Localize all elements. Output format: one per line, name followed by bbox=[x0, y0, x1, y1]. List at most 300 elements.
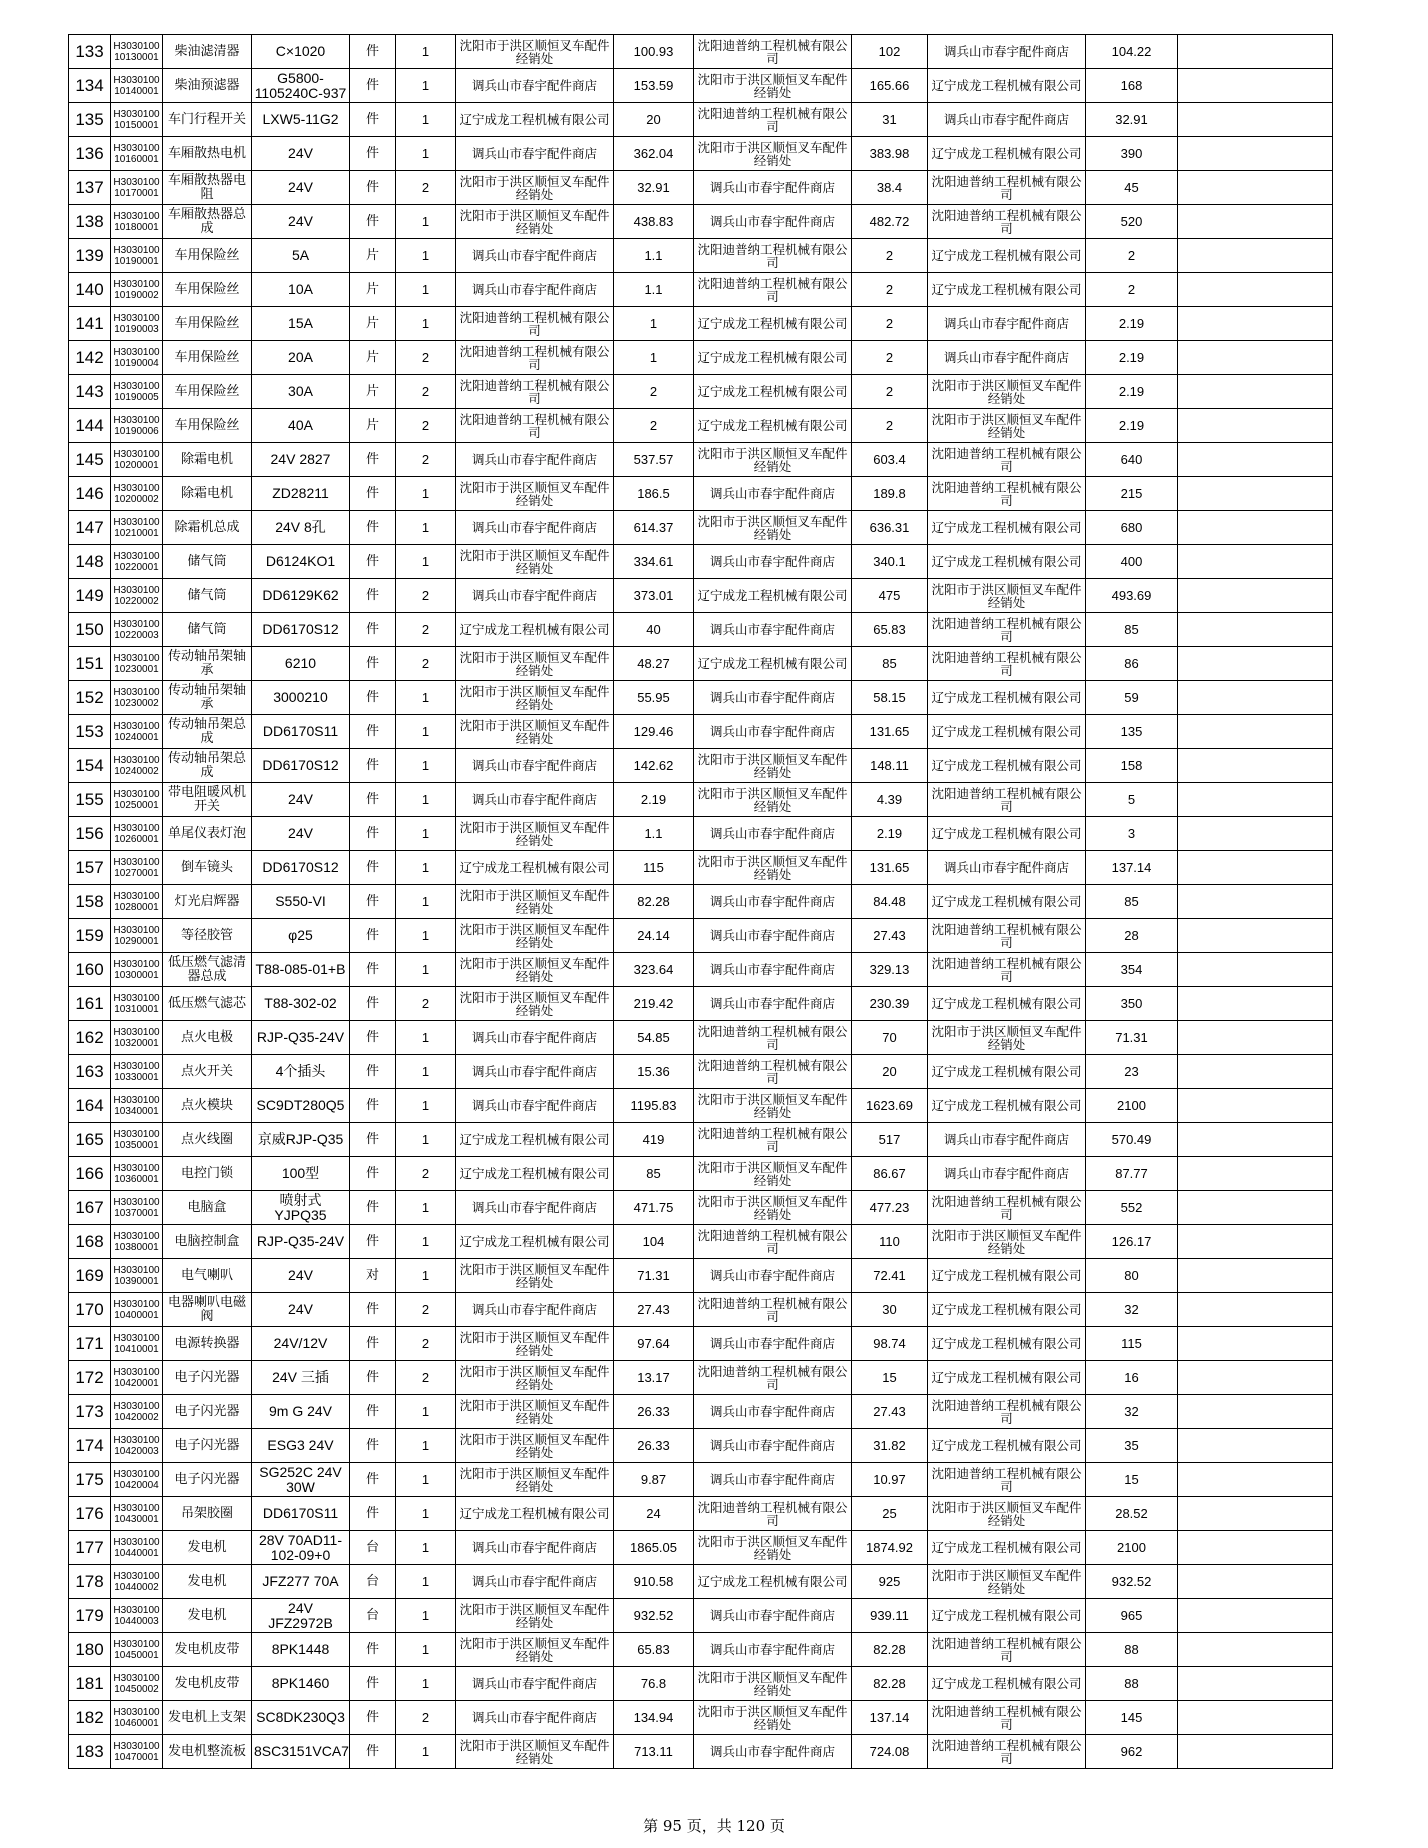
unit-cell: 件 bbox=[350, 1463, 396, 1497]
table-row bbox=[69, 1633, 1333, 1667]
table-row bbox=[69, 613, 1333, 647]
price-3-cell: 137.14 bbox=[1086, 851, 1178, 885]
supplier-3-cell: 辽宁成龙工程机械有限公司 bbox=[928, 715, 1086, 749]
price-1-cell: 362.04 bbox=[614, 137, 694, 171]
unit-cell: 件 bbox=[350, 1021, 396, 1055]
price-1-cell: 153.59 bbox=[614, 69, 694, 103]
specification-cell: DD6129K62 bbox=[252, 579, 350, 613]
supplier-3-cell: 辽宁成龙工程机械有限公司 bbox=[928, 239, 1086, 273]
part-code-cell: H3030100 10330001 bbox=[111, 1055, 163, 1089]
part-name-cell: 除霜机总成 bbox=[163, 511, 252, 545]
supplier-2-cell: 调兵山市春宇配件商店 bbox=[694, 1429, 852, 1463]
supplier-3-cell: 沈阳迪普纳工程机械有限公司 bbox=[928, 783, 1086, 817]
part-code-cell: H3030100 10130001 bbox=[111, 35, 163, 69]
price-1-cell: 1195.83 bbox=[614, 1089, 694, 1123]
part-name-cell: 点火线圈 bbox=[163, 1123, 252, 1157]
price-2-cell: 724.08 bbox=[852, 1735, 928, 1769]
supplier-3-cell: 辽宁成龙工程机械有限公司 bbox=[928, 1089, 1086, 1123]
part-name-cell: 车厢散热电机 bbox=[163, 137, 252, 171]
part-code-cell: H3030100 10140001 bbox=[111, 69, 163, 103]
quantity-cell: 1 bbox=[396, 953, 456, 987]
part-code-cell: H3030100 10440003 bbox=[111, 1599, 163, 1633]
row-number-cell: 158 bbox=[69, 885, 111, 919]
row-number-cell: 166 bbox=[69, 1157, 111, 1191]
quantity-cell: 2 bbox=[396, 1701, 456, 1735]
specification-cell: 20A bbox=[252, 341, 350, 375]
part-name-cell: 电控门锁 bbox=[163, 1157, 252, 1191]
supplier-3-cell: 沈阳迪普纳工程机械有限公司 bbox=[928, 1395, 1086, 1429]
price-1-cell: 97.64 bbox=[614, 1327, 694, 1361]
table-row bbox=[69, 239, 1333, 273]
table-body bbox=[69, 35, 1333, 1769]
unit-cell: 件 bbox=[350, 1429, 396, 1463]
supplier-1-cell: 沈阳市于洪区顺恒叉车配件经销处 bbox=[456, 1395, 614, 1429]
specification-cell: DD6170S11 bbox=[252, 715, 350, 749]
part-name-cell: 单尾仪表灯泡 bbox=[163, 817, 252, 851]
part-name-cell: 储气筒 bbox=[163, 613, 252, 647]
supplier-1-cell: 调兵山市春宇配件商店 bbox=[456, 443, 614, 477]
price-3-cell: 80 bbox=[1086, 1259, 1178, 1293]
quantity-cell: 2 bbox=[396, 613, 456, 647]
part-name-cell: 电子闪光器 bbox=[163, 1463, 252, 1497]
quantity-cell: 2 bbox=[396, 375, 456, 409]
supplier-3-cell: 沈阳迪普纳工程机械有限公司 bbox=[928, 205, 1086, 239]
supplier-2-cell: 调兵山市春宇配件商店 bbox=[694, 681, 852, 715]
price-2-cell: 636.31 bbox=[852, 511, 928, 545]
part-name-cell: 发电机整流板 bbox=[163, 1735, 252, 1769]
price-2-cell: 58.15 bbox=[852, 681, 928, 715]
part-name-cell: 储气筒 bbox=[163, 579, 252, 613]
table-row bbox=[69, 35, 1333, 69]
unit-cell: 台 bbox=[350, 1599, 396, 1633]
part-name-cell: 除霜电机 bbox=[163, 443, 252, 477]
supplier-1-cell: 沈阳市于洪区顺恒叉车配件经销处 bbox=[456, 1463, 614, 1497]
quantity-cell: 2 bbox=[396, 1157, 456, 1191]
supplier-3-cell: 沈阳市于洪区顺恒叉车配件经销处 bbox=[928, 409, 1086, 443]
supplier-3-cell: 辽宁成龙工程机械有限公司 bbox=[928, 1599, 1086, 1633]
supplier-1-cell: 沈阳迪普纳工程机械有限公司 bbox=[456, 341, 614, 375]
supplier-1-cell: 沈阳市于洪区顺恒叉车配件经销处 bbox=[456, 953, 614, 987]
unit-cell: 件 bbox=[350, 1089, 396, 1123]
quantity-cell: 1 bbox=[396, 1021, 456, 1055]
table-row bbox=[69, 1667, 1333, 1701]
supplier-3-cell: 辽宁成龙工程机械有限公司 bbox=[928, 1055, 1086, 1089]
price-2-cell: 20 bbox=[852, 1055, 928, 1089]
remark-cell bbox=[1178, 1395, 1333, 1429]
specification-cell: φ25 bbox=[252, 919, 350, 953]
specification-cell: 40A bbox=[252, 409, 350, 443]
supplier-1-cell: 沈阳迪普纳工程机械有限公司 bbox=[456, 307, 614, 341]
unit-cell: 件 bbox=[350, 817, 396, 851]
table-row bbox=[69, 205, 1333, 239]
price-3-cell: 2100 bbox=[1086, 1531, 1178, 1565]
row-number-cell: 180 bbox=[69, 1633, 111, 1667]
supplier-3-cell: 辽宁成龙工程机械有限公司 bbox=[928, 1429, 1086, 1463]
part-code-cell: H3030100 10200001 bbox=[111, 443, 163, 477]
table-row bbox=[69, 987, 1333, 1021]
price-2-cell: 27.43 bbox=[852, 1395, 928, 1429]
supplier-1-cell: 调兵山市春宇配件商店 bbox=[456, 1293, 614, 1327]
price-1-cell: 219.42 bbox=[614, 987, 694, 1021]
price-2-cell: 30 bbox=[852, 1293, 928, 1327]
supplier-1-cell: 调兵山市春宇配件商店 bbox=[456, 749, 614, 783]
supplier-3-cell: 沈阳市于洪区顺恒叉车配件经销处 bbox=[928, 1225, 1086, 1259]
table-row bbox=[69, 953, 1333, 987]
price-3-cell: 932.52 bbox=[1086, 1565, 1178, 1599]
price-2-cell: 1623.69 bbox=[852, 1089, 928, 1123]
part-code-cell: H3030100 10380001 bbox=[111, 1225, 163, 1259]
quantity-cell: 1 bbox=[396, 239, 456, 273]
price-2-cell: 10.97 bbox=[852, 1463, 928, 1497]
price-1-cell: 323.64 bbox=[614, 953, 694, 987]
quantity-cell: 1 bbox=[396, 1395, 456, 1429]
part-code-cell: H3030100 10450001 bbox=[111, 1633, 163, 1667]
price-1-cell: 24 bbox=[614, 1497, 694, 1531]
part-code-cell: H3030100 10170001 bbox=[111, 171, 163, 205]
row-number-cell: 142 bbox=[69, 341, 111, 375]
price-3-cell: 350 bbox=[1086, 987, 1178, 1021]
supplier-1-cell: 调兵山市春宇配件商店 bbox=[456, 1667, 614, 1701]
part-name-cell: 电脑盒 bbox=[163, 1191, 252, 1225]
price-3-cell: 962 bbox=[1086, 1735, 1178, 1769]
price-3-cell: 5 bbox=[1086, 783, 1178, 817]
price-1-cell: 713.11 bbox=[614, 1735, 694, 1769]
part-name-cell: 发电机上支架 bbox=[163, 1701, 252, 1735]
part-code-cell: H3030100 10240002 bbox=[111, 749, 163, 783]
specification-cell: 24V 8孔 bbox=[252, 511, 350, 545]
price-2-cell: 482.72 bbox=[852, 205, 928, 239]
price-2-cell: 148.11 bbox=[852, 749, 928, 783]
row-number-cell: 140 bbox=[69, 273, 111, 307]
quantity-cell: 1 bbox=[396, 1599, 456, 1633]
price-3-cell: 552 bbox=[1086, 1191, 1178, 1225]
part-code-cell: H3030100 10450002 bbox=[111, 1667, 163, 1701]
part-code-cell: H3030100 10260001 bbox=[111, 817, 163, 851]
price-1-cell: 26.33 bbox=[614, 1395, 694, 1429]
quantity-cell: 2 bbox=[396, 1327, 456, 1361]
price-2-cell: 84.48 bbox=[852, 885, 928, 919]
supplier-2-cell: 沈阳迪普纳工程机械有限公司 bbox=[694, 1123, 852, 1157]
part-code-cell: H3030100 10300001 bbox=[111, 953, 163, 987]
part-code-cell: H3030100 10230002 bbox=[111, 681, 163, 715]
table-row bbox=[69, 1089, 1333, 1123]
price-1-cell: 85 bbox=[614, 1157, 694, 1191]
supplier-2-cell: 沈阳迪普纳工程机械有限公司 bbox=[694, 1293, 852, 1327]
specification-cell: 24V JFZ2972B bbox=[252, 1599, 350, 1633]
row-number-cell: 162 bbox=[69, 1021, 111, 1055]
specification-cell: 24V/12V bbox=[252, 1327, 350, 1361]
quantity-cell: 1 bbox=[396, 919, 456, 953]
price-1-cell: 82.28 bbox=[614, 885, 694, 919]
unit-cell: 件 bbox=[350, 1055, 396, 1089]
part-name-cell: 点火模块 bbox=[163, 1089, 252, 1123]
price-1-cell: 2.19 bbox=[614, 783, 694, 817]
unit-cell: 台 bbox=[350, 1531, 396, 1565]
specification-cell: JFZ277 70A bbox=[252, 1565, 350, 1599]
price-3-cell: 28 bbox=[1086, 919, 1178, 953]
price-2-cell: 131.65 bbox=[852, 851, 928, 885]
unit-cell: 件 bbox=[350, 613, 396, 647]
part-name-cell: 车厢散热器电阻 bbox=[163, 171, 252, 205]
unit-cell: 件 bbox=[350, 103, 396, 137]
supplier-3-cell: 沈阳迪普纳工程机械有限公司 bbox=[928, 171, 1086, 205]
unit-cell: 件 bbox=[350, 1497, 396, 1531]
price-3-cell: 15 bbox=[1086, 1463, 1178, 1497]
supplier-2-cell: 沈阳市于洪区顺恒叉车配件经销处 bbox=[694, 137, 852, 171]
price-1-cell: 13.17 bbox=[614, 1361, 694, 1395]
part-code-cell: H3030100 10220003 bbox=[111, 613, 163, 647]
supplier-3-cell: 辽宁成龙工程机械有限公司 bbox=[928, 885, 1086, 919]
price-2-cell: 2 bbox=[852, 375, 928, 409]
table-row bbox=[69, 1599, 1333, 1633]
supplier-1-cell: 沈阳市于洪区顺恒叉车配件经销处 bbox=[456, 987, 614, 1021]
part-code-cell: H3030100 10220002 bbox=[111, 579, 163, 613]
supplier-1-cell: 沈阳市于洪区顺恒叉车配件经销处 bbox=[456, 171, 614, 205]
part-code-cell: H3030100 10410001 bbox=[111, 1327, 163, 1361]
price-1-cell: 932.52 bbox=[614, 1599, 694, 1633]
part-name-cell: 灯光启辉器 bbox=[163, 885, 252, 919]
price-2-cell: 340.1 bbox=[852, 545, 928, 579]
supplier-2-cell: 沈阳市于洪区顺恒叉车配件经销处 bbox=[694, 851, 852, 885]
supplier-3-cell: 辽宁成龙工程机械有限公司 bbox=[928, 1531, 1086, 1565]
row-number-cell: 165 bbox=[69, 1123, 111, 1157]
row-number-cell: 144 bbox=[69, 409, 111, 443]
unit-cell: 件 bbox=[350, 1701, 396, 1735]
part-name-cell: 发电机 bbox=[163, 1599, 252, 1633]
price-3-cell: 215 bbox=[1086, 477, 1178, 511]
remark-cell bbox=[1178, 1361, 1333, 1395]
price-2-cell: 2 bbox=[852, 341, 928, 375]
quantity-cell: 2 bbox=[396, 647, 456, 681]
part-code-cell: H3030100 10360001 bbox=[111, 1157, 163, 1191]
part-name-cell: 带电阻暖风机开关 bbox=[163, 783, 252, 817]
supplier-1-cell: 沈阳市于洪区顺恒叉车配件经销处 bbox=[456, 1327, 614, 1361]
part-name-cell: 车用保险丝 bbox=[163, 273, 252, 307]
supplier-1-cell: 调兵山市春宇配件商店 bbox=[456, 273, 614, 307]
remark-cell bbox=[1178, 239, 1333, 273]
supplier-1-cell: 调兵山市春宇配件商店 bbox=[456, 239, 614, 273]
part-name-cell: 车门行程开关 bbox=[163, 103, 252, 137]
price-1-cell: 1 bbox=[614, 341, 694, 375]
price-1-cell: 20 bbox=[614, 103, 694, 137]
specification-cell: 24V bbox=[252, 205, 350, 239]
price-1-cell: 115 bbox=[614, 851, 694, 885]
supplier-3-cell: 沈阳迪普纳工程机械有限公司 bbox=[928, 1735, 1086, 1769]
price-1-cell: 9.87 bbox=[614, 1463, 694, 1497]
supplier-3-cell: 辽宁成龙工程机械有限公司 bbox=[928, 749, 1086, 783]
quantity-cell: 1 bbox=[396, 1463, 456, 1497]
quantity-cell: 2 bbox=[396, 341, 456, 375]
table-row bbox=[69, 1191, 1333, 1225]
price-1-cell: 26.33 bbox=[614, 1429, 694, 1463]
supplier-3-cell: 辽宁成龙工程机械有限公司 bbox=[928, 545, 1086, 579]
supplier-1-cell: 调兵山市春宇配件商店 bbox=[456, 1701, 614, 1735]
row-number-cell: 151 bbox=[69, 647, 111, 681]
row-number-cell: 136 bbox=[69, 137, 111, 171]
remark-cell bbox=[1178, 35, 1333, 69]
unit-cell: 件 bbox=[350, 1123, 396, 1157]
price-2-cell: 70 bbox=[852, 1021, 928, 1055]
quantity-cell: 2 bbox=[396, 987, 456, 1021]
supplier-2-cell: 沈阳迪普纳工程机械有限公司 bbox=[694, 1055, 852, 1089]
specification-cell: RJP-Q35-24V bbox=[252, 1225, 350, 1259]
price-1-cell: 65.83 bbox=[614, 1633, 694, 1667]
specification-cell: 京威RJP-Q35 bbox=[252, 1123, 350, 1157]
row-number-cell: 145 bbox=[69, 443, 111, 477]
specification-cell: RJP-Q35-24V bbox=[252, 1021, 350, 1055]
table-row bbox=[69, 1701, 1333, 1735]
remark-cell bbox=[1178, 443, 1333, 477]
supplier-2-cell: 辽宁成龙工程机械有限公司 bbox=[694, 647, 852, 681]
table-row bbox=[69, 715, 1333, 749]
row-number-cell: 148 bbox=[69, 545, 111, 579]
part-code-cell: H3030100 10150001 bbox=[111, 103, 163, 137]
part-name-cell: 电器喇叭电磁阀 bbox=[163, 1293, 252, 1327]
price-3-cell: 16 bbox=[1086, 1361, 1178, 1395]
supplier-2-cell: 沈阳市于洪区顺恒叉车配件经销处 bbox=[694, 1191, 852, 1225]
supplier-1-cell: 沈阳市于洪区顺恒叉车配件经销处 bbox=[456, 1361, 614, 1395]
row-number-cell: 147 bbox=[69, 511, 111, 545]
remark-cell bbox=[1178, 205, 1333, 239]
supplier-3-cell: 辽宁成龙工程机械有限公司 bbox=[928, 1667, 1086, 1701]
supplier-1-cell: 沈阳迪普纳工程机械有限公司 bbox=[456, 409, 614, 443]
unit-cell: 片 bbox=[350, 273, 396, 307]
price-1-cell: 334.61 bbox=[614, 545, 694, 579]
price-2-cell: 25 bbox=[852, 1497, 928, 1531]
price-3-cell: 32 bbox=[1086, 1395, 1178, 1429]
supplier-2-cell: 调兵山市春宇配件商店 bbox=[694, 1463, 852, 1497]
specification-cell: DD6170S12 bbox=[252, 749, 350, 783]
price-1-cell: 32.91 bbox=[614, 171, 694, 205]
row-number-cell: 172 bbox=[69, 1361, 111, 1395]
price-2-cell: 82.28 bbox=[852, 1633, 928, 1667]
price-1-cell: 186.5 bbox=[614, 477, 694, 511]
quantity-cell: 2 bbox=[396, 443, 456, 477]
price-3-cell: 168 bbox=[1086, 69, 1178, 103]
specification-cell: 24V bbox=[252, 783, 350, 817]
remark-cell bbox=[1178, 69, 1333, 103]
price-2-cell: 137.14 bbox=[852, 1701, 928, 1735]
supplier-1-cell: 沈阳市于洪区顺恒叉车配件经销处 bbox=[456, 885, 614, 919]
remark-cell bbox=[1178, 273, 1333, 307]
table-row bbox=[69, 511, 1333, 545]
unit-cell: 片 bbox=[350, 409, 396, 443]
supplier-1-cell: 沈阳市于洪区顺恒叉车配件经销处 bbox=[456, 1633, 614, 1667]
part-name-cell: 车用保险丝 bbox=[163, 375, 252, 409]
part-name-cell: 传动轴吊架总成 bbox=[163, 749, 252, 783]
supplier-3-cell: 辽宁成龙工程机械有限公司 bbox=[928, 987, 1086, 1021]
price-2-cell: 1874.92 bbox=[852, 1531, 928, 1565]
price-1-cell: 104 bbox=[614, 1225, 694, 1259]
remark-cell bbox=[1178, 1735, 1333, 1769]
quantity-cell: 1 bbox=[396, 545, 456, 579]
unit-cell: 件 bbox=[350, 1667, 396, 1701]
price-1-cell: 76.8 bbox=[614, 1667, 694, 1701]
unit-cell: 件 bbox=[350, 987, 396, 1021]
price-1-cell: 373.01 bbox=[614, 579, 694, 613]
remark-cell bbox=[1178, 1089, 1333, 1123]
row-number-cell: 141 bbox=[69, 307, 111, 341]
remark-cell bbox=[1178, 851, 1333, 885]
price-1-cell: 55.95 bbox=[614, 681, 694, 715]
row-number-cell: 175 bbox=[69, 1463, 111, 1497]
part-name-cell: 电脑控制盒 bbox=[163, 1225, 252, 1259]
quantity-cell: 2 bbox=[396, 1293, 456, 1327]
row-number-cell: 181 bbox=[69, 1667, 111, 1701]
specification-cell: SC9DT280Q5 bbox=[252, 1089, 350, 1123]
supplier-3-cell: 辽宁成龙工程机械有限公司 bbox=[928, 137, 1086, 171]
quantity-cell: 2 bbox=[396, 171, 456, 205]
unit-cell: 件 bbox=[350, 205, 396, 239]
supplier-1-cell: 沈阳迪普纳工程机械有限公司 bbox=[456, 375, 614, 409]
supplier-2-cell: 沈阳市于洪区顺恒叉车配件经销处 bbox=[694, 1531, 852, 1565]
supplier-3-cell: 调兵山市春宇配件商店 bbox=[928, 307, 1086, 341]
supplier-1-cell: 沈阳市于洪区顺恒叉车配件经销处 bbox=[456, 681, 614, 715]
specification-cell: 10A bbox=[252, 273, 350, 307]
remark-cell bbox=[1178, 1667, 1333, 1701]
supplier-2-cell: 沈阳市于洪区顺恒叉车配件经销处 bbox=[694, 749, 852, 783]
quantity-cell: 1 bbox=[396, 511, 456, 545]
price-3-cell: 354 bbox=[1086, 953, 1178, 987]
row-number-cell: 134 bbox=[69, 69, 111, 103]
row-number-cell: 183 bbox=[69, 1735, 111, 1769]
quantity-cell: 1 bbox=[396, 1531, 456, 1565]
supplier-3-cell: 调兵山市春宇配件商店 bbox=[928, 851, 1086, 885]
unit-cell: 件 bbox=[350, 1157, 396, 1191]
row-number-cell: 149 bbox=[69, 579, 111, 613]
part-code-cell: H3030100 10440002 bbox=[111, 1565, 163, 1599]
remark-cell bbox=[1178, 171, 1333, 205]
remark-cell bbox=[1178, 987, 1333, 1021]
supplier-1-cell: 辽宁成龙工程机械有限公司 bbox=[456, 1157, 614, 1191]
part-code-cell: H3030100 10310001 bbox=[111, 987, 163, 1021]
specification-cell: G5800-1105240C-937 bbox=[252, 69, 350, 103]
part-code-cell: H3030100 10400001 bbox=[111, 1293, 163, 1327]
supplier-1-cell: 调兵山市春宇配件商店 bbox=[456, 783, 614, 817]
price-3-cell: 135 bbox=[1086, 715, 1178, 749]
unit-cell: 件 bbox=[350, 171, 396, 205]
supplier-3-cell: 沈阳迪普纳工程机械有限公司 bbox=[928, 1633, 1086, 1667]
part-code-cell: H3030100 10190002 bbox=[111, 273, 163, 307]
supplier-2-cell: 沈阳市于洪区顺恒叉车配件经销处 bbox=[694, 1701, 852, 1735]
price-2-cell: 65.83 bbox=[852, 613, 928, 647]
specification-cell: D6124KO1 bbox=[252, 545, 350, 579]
price-3-cell: 87.77 bbox=[1086, 1157, 1178, 1191]
table-row bbox=[69, 1497, 1333, 1531]
specification-cell: C×1020 bbox=[252, 35, 350, 69]
price-2-cell: 383.98 bbox=[852, 137, 928, 171]
supplier-1-cell: 调兵山市春宇配件商店 bbox=[456, 1191, 614, 1225]
remark-cell bbox=[1178, 1429, 1333, 1463]
specification-cell: DD6170S11 bbox=[252, 1497, 350, 1531]
row-number-cell: 159 bbox=[69, 919, 111, 953]
supplier-1-cell: 沈阳市于洪区顺恒叉车配件经销处 bbox=[456, 647, 614, 681]
price-3-cell: 640 bbox=[1086, 443, 1178, 477]
row-number-cell: 168 bbox=[69, 1225, 111, 1259]
supplier-3-cell: 沈阳市于洪区顺恒叉车配件经销处 bbox=[928, 375, 1086, 409]
supplier-1-cell: 调兵山市春宇配件商店 bbox=[456, 69, 614, 103]
part-code-cell: H3030100 10190004 bbox=[111, 341, 163, 375]
specification-cell: DD6170S12 bbox=[252, 613, 350, 647]
part-name-cell: 电气喇叭 bbox=[163, 1259, 252, 1293]
supplier-2-cell: 辽宁成龙工程机械有限公司 bbox=[694, 1565, 852, 1599]
supplier-2-cell: 沈阳市于洪区顺恒叉车配件经销处 bbox=[694, 1089, 852, 1123]
part-code-cell: H3030100 10290001 bbox=[111, 919, 163, 953]
row-number-cell: 157 bbox=[69, 851, 111, 885]
price-3-cell: 2.19 bbox=[1086, 409, 1178, 443]
table-row bbox=[69, 1225, 1333, 1259]
price-3-cell: 59 bbox=[1086, 681, 1178, 715]
